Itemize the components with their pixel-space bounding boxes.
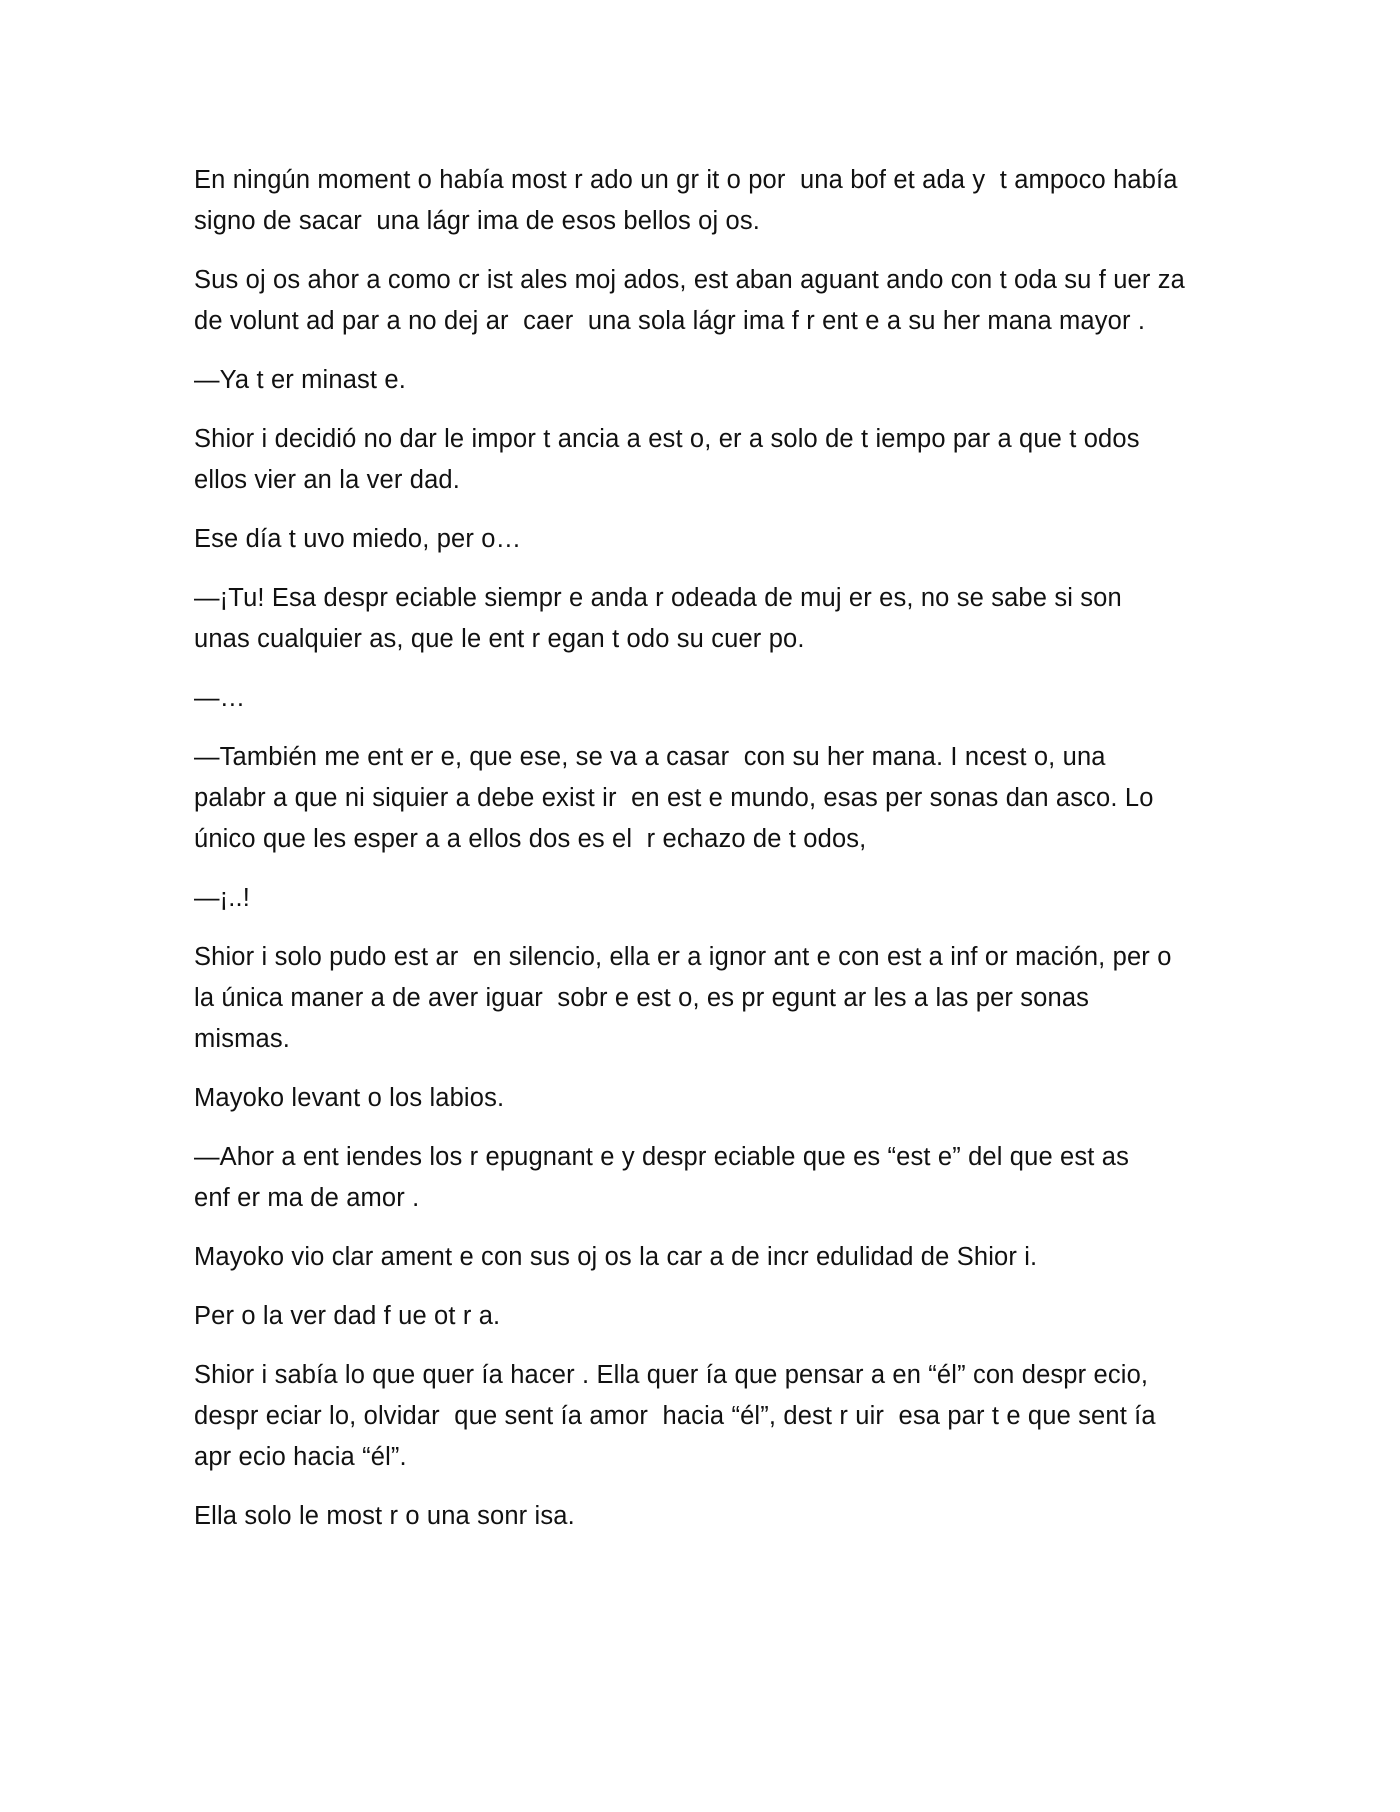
paragraph: Shior i solo pudo est ar en silencio, ella er a ignor ant e con est a inf or mación, per o la única maner a de aver iguar sobr e est o, es pr egunt ar les a las per sonas mismas. — [194, 943, 1172, 1053]
paragraph: Ella solo le most r o una sonr isa. — [194, 1502, 575, 1530]
paragraph: —¡..! — [194, 884, 250, 912]
paragraph: Per o la ver dad f ue ot r a. — [194, 1302, 501, 1330]
paragraph: Shior i sabía lo que quer ía hacer . Ella quer ía que pensar a en “él” con despr ecio, despr eciar lo, olvidar que sent ía amor hacia “él”, dest r uir esa par t e que sent ía apr ecio hacia “él”. — [194, 1361, 1156, 1471]
document-body — [194, 160, 1224, 1555]
paragraph: Sus oj os ahor a como cr ist ales moj ados, est aban aguant ando con t oda su f uer za de volunt ad par a no dej ar caer una sola lágr ima f r ent e a su her mana mayor . — [194, 266, 1185, 335]
paragraph: Mayoko vio clar ament e con sus oj os la car a de incr edulidad de Shior i. — [194, 1243, 1038, 1271]
paragraph: Ese día t uvo miedo, per o… — [194, 525, 522, 553]
paragraph: Shior i decidió no dar le impor t ancia a est o, er a solo de t iempo par a que t odos ellos vier an la ver dad. — [194, 425, 1140, 494]
paragraph: —… — [194, 684, 246, 712]
paragraph: —Ahor a ent iendes los r epugnant e y despr eciable que es “est e” del que est as enf er ma de amor . — [194, 1143, 1129, 1212]
paragraph: —Ya t er minast e. — [194, 366, 406, 394]
paragraph: —¡Tu! Esa despr eciable siempr e anda r odeada de muj er es, no se sabe si son unas cualquier as, que le ent r egan t odo su cuer po. — [194, 584, 1122, 653]
paragraph: —También me ent er e, que ese, se va a casar con su her mana. I ncest o, una palabr a que ni siquier a debe exist ir en est e mundo, esas per sonas dan asco. Lo único que les esper a a ellos dos es el r echazo de t odos, — [194, 743, 1154, 853]
paragraph: Mayoko levant o los labios. — [194, 1084, 505, 1112]
paragraph: En ningún moment o había most r ado un gr it o por una bof et ada y t ampoco había signo de sacar una lágr ima de esos bellos oj os. — [194, 166, 1178, 235]
